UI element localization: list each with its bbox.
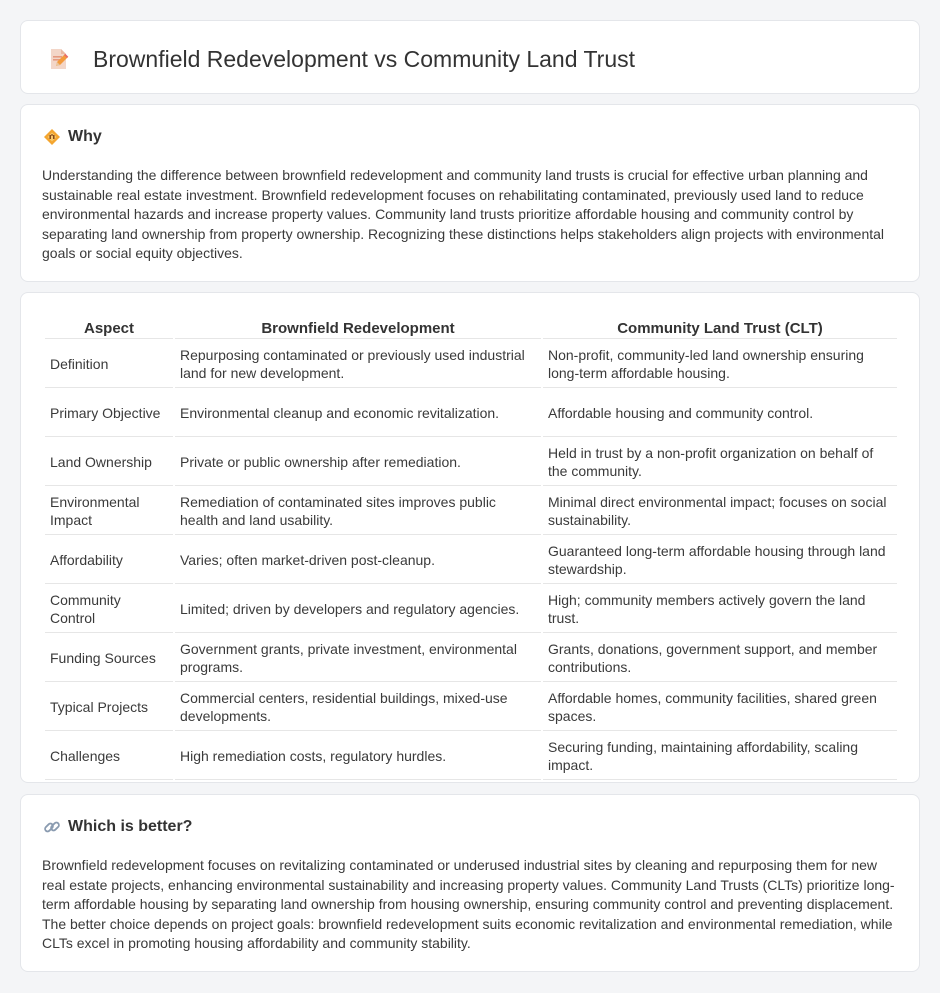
which-better-section [20,794,920,972]
why-header [43,127,102,147]
clt-cell: Grants, donations, government support, and member contributions. [543,635,897,682]
comparison-table [43,317,899,782]
table-row [45,684,897,731]
why-heading: Why [68,128,102,145]
header-clt: Community Land Trust (CLT) [543,319,897,339]
brownfield-cell: Private or public ownership after remediation. [175,439,541,486]
comparison-card [20,292,920,783]
warning-diamond-icon [43,128,61,146]
aspect-cell: Primary Objective [45,390,173,437]
better-body: Brownfield redevelopment focuses on revitalizing contaminated or underused industrial sites by cleaning and repurposing them for new real estate projects, enhancing environmental sustainability and increasing property values. Community Land Trusts (CLTs) prioritize long-term affordable housing by separating land ownership from housing ownership, ensuring community control and preventing displacement. The better choice depends on project goals: brownfield redevelopment suits economic revitalization and environmental remediation, while CLTs excel in promoting housing affordability and community stability. [42,857,895,951]
aspect-cell: Land Ownership [45,439,173,486]
brownfield-cell: High remediation costs, regulatory hurdles. [175,733,541,780]
better-heading: Which is better? [68,818,193,835]
clt-cell: Held in trust by a non-profit organization on behalf of the community. [543,439,897,486]
brownfield-cell: Repurposing contaminated or previously used industrial land for new development. [175,341,541,388]
aspect-cell: Funding Sources [45,635,173,682]
aspect-cell: Environmental Impact [45,488,173,535]
header-aspect: Aspect [45,319,173,339]
aspect-cell: Definition [45,341,173,388]
clt-cell: Affordable homes, community facilities, shared green spaces. [543,684,897,731]
header-brownfield: Brownfield Redevelopment [175,319,541,339]
clt-cell: Minimal direct environmental impact; focuses on social sustainability. [543,488,897,535]
brownfield-cell: Limited; driven by developers and regulatory agencies. [175,586,541,633]
clt-cell: Affordable housing and community control. [543,390,897,437]
title-card [20,20,920,94]
clt-cell: Non-profit, community-led land ownership ensuring long-term affordable housing. [543,341,897,388]
table-row [45,390,897,437]
link-icon [43,818,61,836]
aspect-cell: Community Control [45,586,173,633]
document-pencil-icon [47,47,71,71]
page-title: Brownfield Redevelopment vs Community Land Trust [93,46,636,72]
why-body: Understanding the difference between brownfield redevelopment and community land trusts is crucial for effective urban planning and sustainable real estate investment. Brownfield redevelopment focuses on rehabilitating contaminated, previously used land to reduce environmental hazards and increase property values. Community land trusts prioritize affordable housing and community control by separating land ownership from property ownership. Recognizing these distinctions helps stakeholders align projects with environmental goals or social equity objectives. [42,167,885,261]
table-row [45,537,897,584]
table-row [45,488,897,535]
aspect-cell: Affordability [45,537,173,584]
aspect-cell: Challenges [45,733,173,780]
brownfield-cell: Environmental cleanup and economic revitalization. [175,390,541,437]
clt-cell: Securing funding, maintaining affordability, scaling impact. [543,733,897,780]
why-section [20,104,920,282]
clt-cell: Guaranteed long-term affordable housing through land stewardship. [543,537,897,584]
better-header [43,817,192,837]
table-row [45,586,897,633]
brownfield-cell: Commercial centers, residential buildings, mixed-use developments. [175,684,541,731]
table-row [45,635,897,682]
brownfield-cell: Varies; often market-driven post-cleanup. [175,537,541,584]
table-row [45,733,897,780]
brownfield-cell: Remediation of contaminated sites improves public health and land usability. [175,488,541,535]
table-row [45,439,897,486]
aspect-cell: Typical Projects [45,684,173,731]
table-row [45,341,897,388]
brownfield-cell: Government grants, private investment, environmental programs. [175,635,541,682]
clt-cell: High; community members actively govern the land trust. [543,586,897,633]
table-header-row [45,319,897,339]
